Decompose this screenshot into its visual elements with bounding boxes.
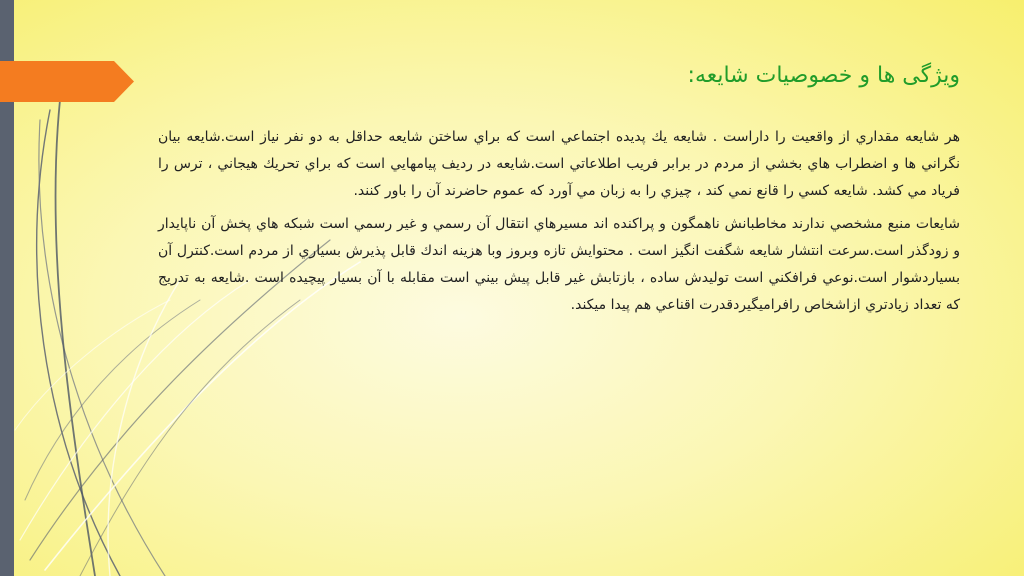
slide-title: ويژگی ها و خصوصيات شايعه: (687, 63, 960, 88)
slide-body (158, 124, 960, 325)
paragraph-1: هر شايعه مقداري از واقعيت را داراست . شايعه يك پديده اجتماعي است كه براي ساختن شايعه حداقل به دو نفر نياز است.شايعه بيان نگراني ها و اضطراب هاي بخشي از مردم در برابر فريب اطلاعاتي است.شايعه در رديف پيامهايي است كه براي تحريك هيجاني ، ترس را فرياد مي كشد. شايعه كسي را قانع نمي كند ، چيزي را به زبان مي آورد كه عموم حاضرند آن را باور كنند. (158, 129, 960, 199)
paragraph-2: شايعات منبع مشخصي ندارند مخاطبانش ناهمگون و پراكنده اند مسيرهاي انتقال آن رسمي و غير رسمي است شبكه هاي پخش آن ناپايدار و زودگذر است.سرعت انتشار شايعه شگفت انگيز است . محتوايش تازه وبروز وبا هزينه اندك قابل پذيرش بسياري از مردم است.كنترل آن بسياردشوار است.نوعي فرافكني است توليدش ساده ، بازتابش غير قابل پيش بيني است مقابله با آن بسيار پيچيده است .شايعه به تدريج كه تعداد زيادتري ازاشخاص رافراميگيردقدرت اقناعي هم پيدا ميكند. (158, 216, 960, 313)
orange-arrow-tab (0, 61, 134, 102)
